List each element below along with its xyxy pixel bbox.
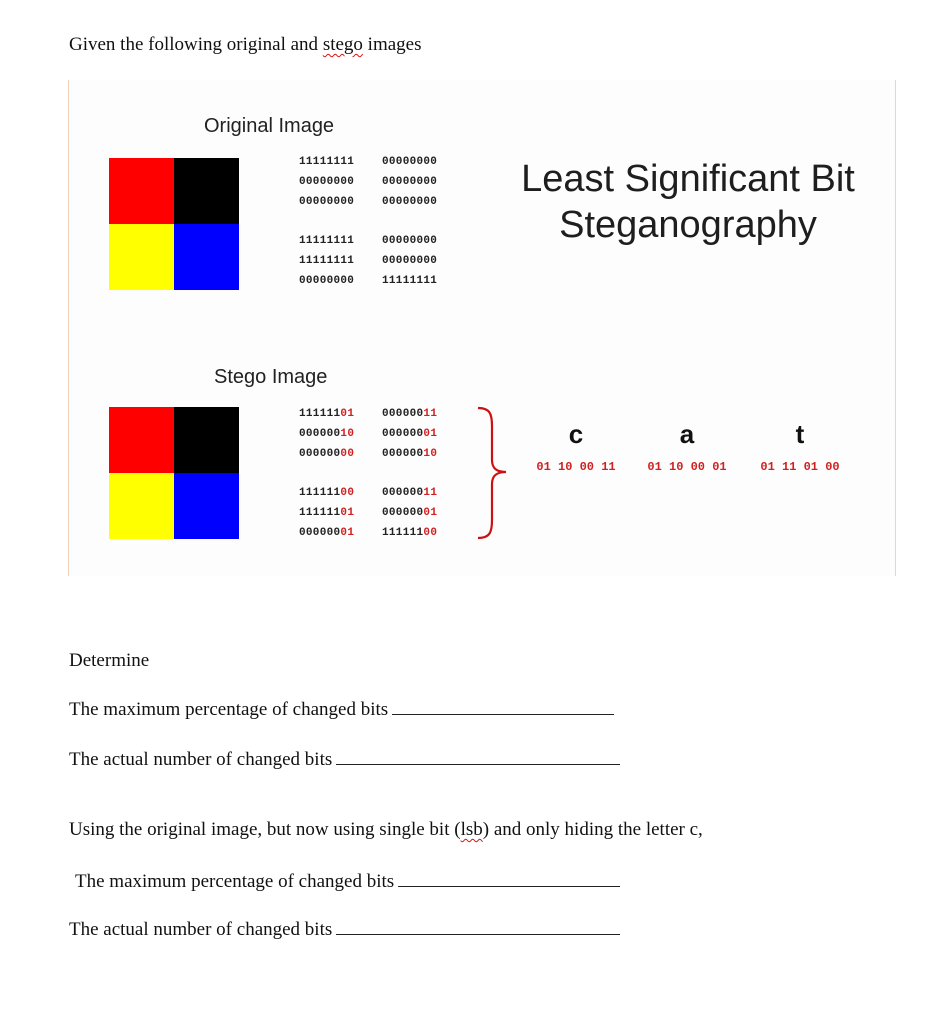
curly-brace-icon [474,406,510,540]
stego-byte [382,408,437,420]
answer-blank-lsb-actual-number[interactable] [336,918,620,935]
figure-right-border [895,80,896,576]
stego-byte [299,527,354,539]
stego-byte-high-bits: 000000 [299,428,341,440]
original-byte: 00000000 [382,176,438,188]
stego-byte-lsb-bits: 11 [423,408,438,420]
stego-byte-high-bits: 111111 [382,527,424,539]
question-actual-number [69,748,620,771]
stego-byte-high-bits: 000000 [382,507,424,519]
original-byte: 00000000 [382,255,438,267]
stego-byte-high-bits: 111111 [299,507,341,519]
stego-pixel-red [109,407,174,473]
stego-byte-lsb-bits: 10 [340,428,355,440]
intro-post: images [362,34,422,55]
stego-byte [299,507,354,519]
stego-byte-lsb-bits: 00 [340,487,355,499]
question-actual-number-label: The actual number of changed bits [69,749,333,770]
intro-pre: Given the following original and [69,34,323,55]
hidden-letter: t [795,419,805,449]
stego-pixel-grid [109,407,239,539]
stego-byte-lsb-bits: 11 [423,487,438,499]
stego-byte [382,507,437,519]
stego-byte [382,428,437,440]
question-max-percentage-label: The maximum percentage of changed bits [69,699,389,720]
figure-title-line2: Steganography [559,204,817,246]
question-lsb-max-percentage [75,870,620,893]
lsb-figure [68,80,896,576]
question-lsb-actual-number-label: The actual number of changed bits [69,919,333,940]
stego-image-heading: Stego Image [214,366,328,388]
hidden-letter: a [679,419,695,449]
stego-byte-lsb-bits: 00 [423,527,438,539]
stego-byte-lsb-bits: 01 [423,507,438,519]
stego-byte-lsb-bits: 01 [340,408,355,420]
lsb-prompt-pre: Using the original image, but now using single bit ( [69,819,461,840]
stego-byte-high-bits: 000000 [299,448,341,460]
determine-label: Determine [69,650,150,671]
original-byte: 11111111 [382,275,438,287]
answer-blank-lsb-max-percentage[interactable] [398,870,620,887]
stego-pixel-yellow [109,473,174,539]
original-pixel-yellow [109,224,174,290]
original-image-heading: Original Image [204,115,335,137]
stego-byte [299,408,354,420]
stego-byte [382,527,437,539]
stego-byte-high-bits: 111111 [299,487,341,499]
original-byte: 11111111 [299,255,355,267]
original-pixel-blue [174,224,239,290]
question-max-percentage [69,698,614,721]
stego-byte-high-bits: 000000 [382,448,424,460]
original-byte: 11111111 [299,235,355,247]
answer-blank-max-percentage[interactable] [392,698,614,715]
stego-byte [299,448,354,460]
lsb-prompt-post: ) and only hiding the letter c, [482,819,703,840]
stego-byte-high-bits: 000000 [299,527,341,539]
question-lsb-actual-number [69,918,620,941]
figure-title-line1: Least Significant Bit [521,158,855,200]
original-byte: 00000000 [299,176,355,188]
original-byte: 00000000 [299,196,355,208]
stego-byte [299,487,354,499]
stego-byte-lsb-bits: 00 [340,448,355,460]
intro-stego-word: stego [322,34,363,55]
answer-blank-actual-number[interactable] [336,748,620,765]
original-byte: 00000000 [382,196,438,208]
original-pixel-red [109,158,174,224]
stego-byte-lsb-bits: 01 [340,527,355,539]
intro-text [69,34,422,56]
stego-byte-high-bits: 000000 [382,428,424,440]
lsb-prompt-lsb-word: lsb [460,819,483,840]
original-byte: 11111111 [299,156,355,168]
figure-left-border [68,80,69,576]
hidden-letter-code: 01 11 01 00 [760,460,840,474]
stego-byte-lsb-bits: 01 [423,428,438,440]
stego-byte [382,448,437,460]
stego-byte-high-bits: 000000 [382,408,424,420]
stego-byte [299,428,354,440]
hidden-letter: c [568,419,584,449]
stego-byte-lsb-bits: 10 [423,448,438,460]
stego-byte-lsb-bits: 01 [340,507,355,519]
stego-byte [382,487,437,499]
stego-byte-high-bits: 111111 [299,408,341,420]
figure-title [516,156,860,248]
original-pixel-grid [109,158,239,290]
question-lsb-max-percentage-label: The maximum percentage of changed bits [75,871,395,892]
original-byte: 00000000 [299,275,355,287]
stego-pixel-black [174,407,239,473]
hidden-letter-code: 01 10 00 01 [647,460,727,474]
lsb-prompt [69,819,703,841]
original-byte: 00000000 [382,235,438,247]
original-pixel-black [174,158,239,224]
stego-pixel-blue [174,473,239,539]
stego-byte-high-bits: 000000 [382,487,424,499]
original-byte: 00000000 [382,156,438,168]
hidden-letter-code: 01 10 00 11 [536,460,616,474]
